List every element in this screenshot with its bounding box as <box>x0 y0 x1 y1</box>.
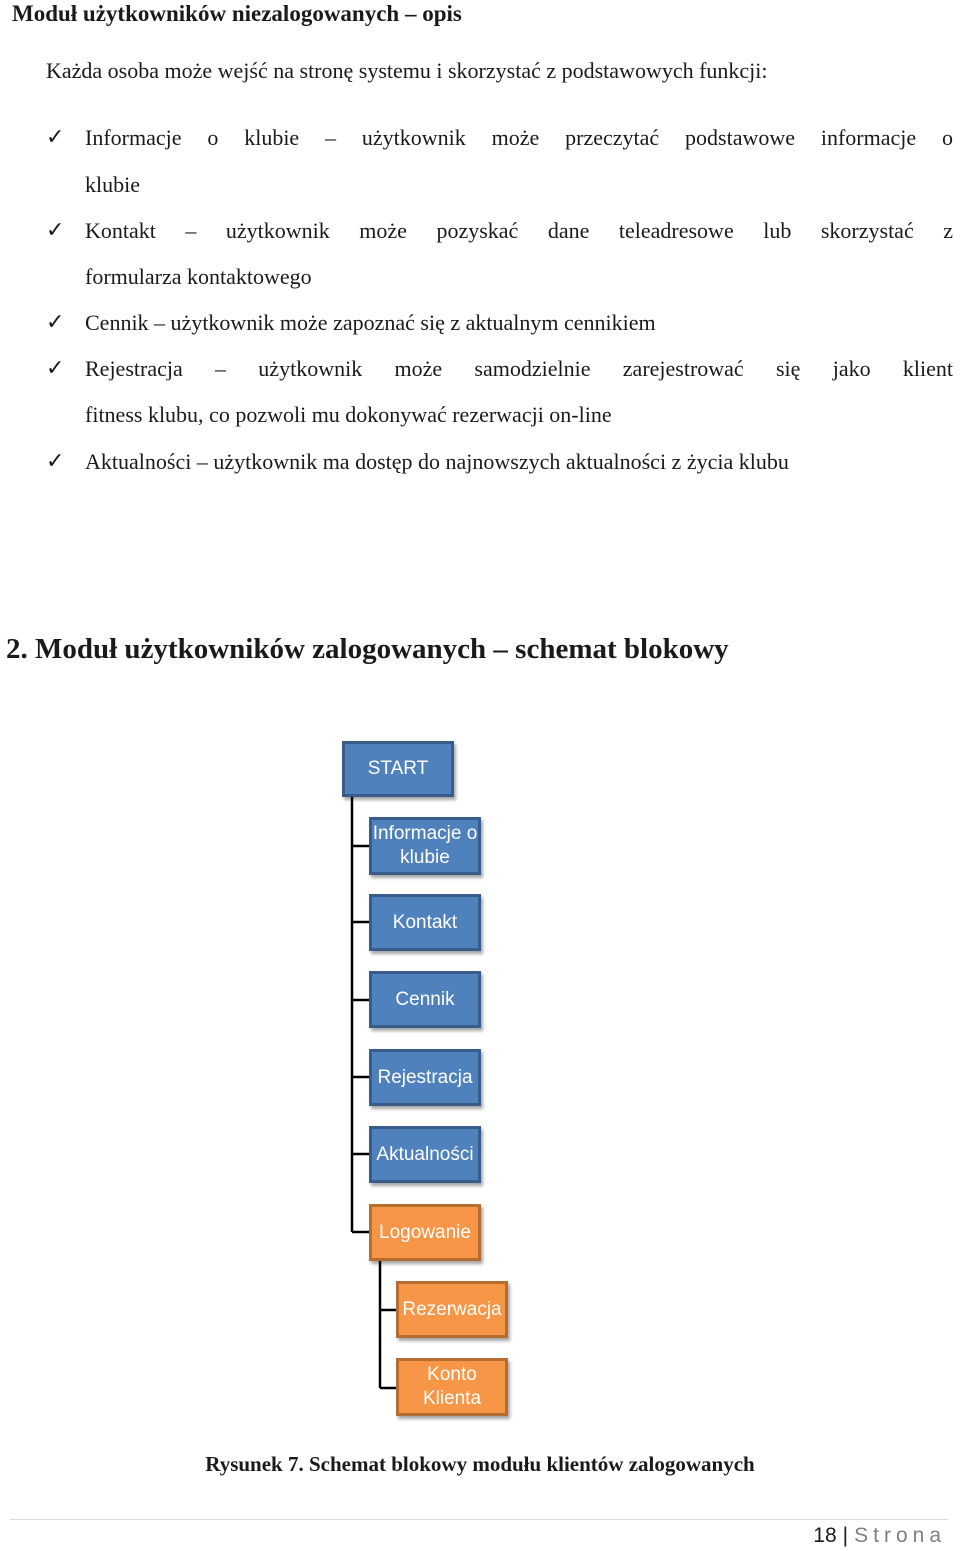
list-item-continuation: formularza kontaktowego <box>85 264 312 289</box>
page-number: 18 <box>813 1524 837 1547</box>
footer-divider <box>10 1519 948 1520</box>
list-item: Kontakt – użytkownik może pozyskać dane teleadresowe lub skorzystać z <box>85 218 953 243</box>
node-kontakt: Kontakt <box>369 894 481 951</box>
list-item: Cennik – użytkownik może zapoznać się z aktualnym cennikiem <box>85 310 656 335</box>
node-aktualnosci: Aktualności <box>369 1126 481 1183</box>
node-cennik: Cennik <box>369 971 481 1028</box>
node-informacje-o-klubie: Informacje o klubie <box>369 817 481 875</box>
list-item-continuation: klubie <box>85 172 140 197</box>
check-icon: ✓ <box>46 125 65 150</box>
node-rejestracja: Rejestracja <box>369 1049 481 1106</box>
node-konto-klienta: Konto Klienta <box>396 1358 508 1416</box>
check-icon: ✓ <box>46 449 65 474</box>
node-logowanie: Logowanie <box>369 1204 481 1261</box>
node-start: START <box>342 741 454 797</box>
node-rezerwacja: Rezerwacja <box>396 1281 508 1338</box>
section-title-niezalogowani: Moduł użytkowników niezalogowanych – opis <box>12 1 462 26</box>
footer-separator: | <box>842 1524 849 1547</box>
check-icon: ✓ <box>46 310 65 335</box>
page-label: Strona <box>854 1524 946 1547</box>
list-item: Aktualności – użytkownik ma dostęp do najnowszych aktualności z życia klubu <box>85 449 789 474</box>
list-item: Informacje o klubie – użytkownik może przeczytać podstawowe informacje o <box>85 125 953 150</box>
list-item-continuation: fitness klubu, co pozwoli mu dokonywać rezerwacji on-line <box>85 402 612 427</box>
section-title-schemat: 2. Moduł użytkowników zalogowanych – schemat blokowy <box>6 633 729 665</box>
check-icon: ✓ <box>46 356 65 381</box>
intro-paragraph: Każda osoba może wejść na stronę systemu i skorzystać z podstawowych funkcji: <box>46 58 768 83</box>
page-footer <box>813 1522 946 1550</box>
check-icon: ✓ <box>46 218 65 243</box>
list-item: Rejestracja – użytkownik może samodzielnie zarejestrować się jako klient <box>85 356 953 381</box>
figure-caption: Rysunek 7. Schemat blokowy modułu klientów zalogowanych <box>205 1452 755 1476</box>
